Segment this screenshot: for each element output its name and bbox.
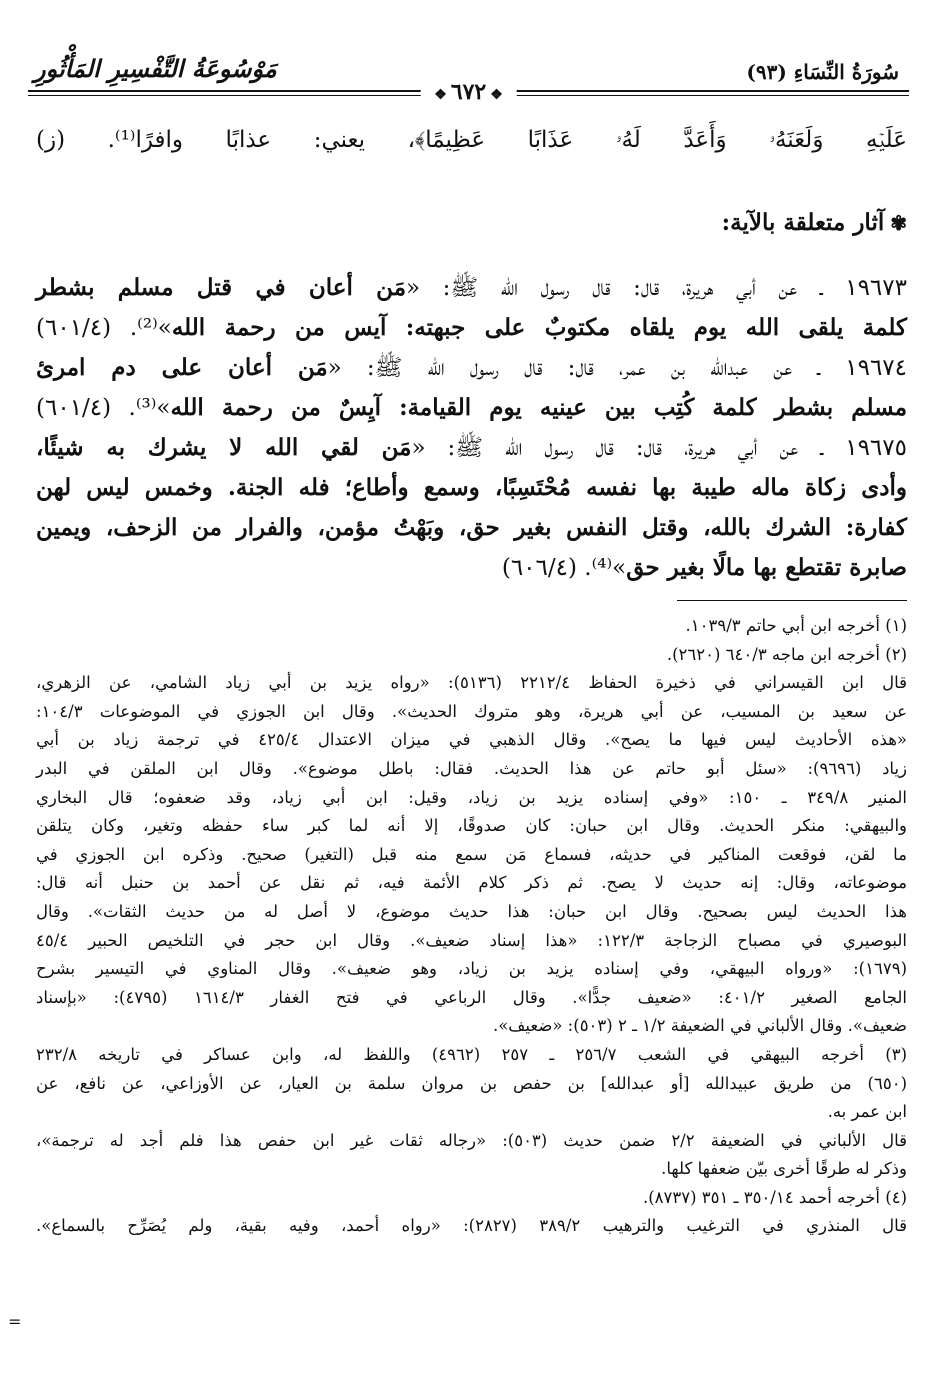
ornament-icon: ❖ [490, 87, 503, 103]
footnote-2-line: الجامع الصغير ٤٠١/٢: «ضعيف جدًّا». وقال الرباعي في فتح الغفار ١٦١٤/٣ (٤٧٩٥): «بإسناد [36, 987, 907, 1007]
hadith-ref: »⁽²⁾. (٦٠١/٤) [36, 315, 172, 341]
hadith-text: مَن أعان في قتل مسلم بشطر [36, 274, 407, 301]
hadith-19674-line-2 [36, 388, 907, 428]
section-heading-text: آثار متعلقة بالآية: [721, 209, 885, 236]
hadith-text: مَن أعان على دم امرئ [36, 354, 328, 381]
hadith-19675-line-2: وأدى زكاة ماله طيبة بها نفسه مُحْتَسِبًا، وسمع وأطاع؛ فله الجنة. وخمس ليس لهن [36, 474, 907, 501]
footnote-3-line: قال الألباني في الضعيفة ٢/٢ ضمن حديث (٥٠٣): «رجاله ثقات غير ابن حفص هذا فلم أجد له ترجمة»، [36, 1130, 907, 1150]
footnote-2-line: قال ابن القيسراني في ذخيرة الحفاظ ٢٢١٢/٤ (٥١٣٦): «رواه يزيد بن أبي زياد الشامي، عن الزهري، [36, 673, 907, 693]
hadith-19675-line-3: كفارة: الشرك بالله، وقتل النفس بغير حق، وبَهْتُ مؤمن، والفرار من الزحف، ويمين [36, 514, 907, 541]
footnote-3-line: وذكر له طرقًا أخرى بيّن ضعفها كلها. [661, 1159, 907, 1179]
footnote-2-line: عن سعيد بن المسيب، عن أبي هريرة، وهو متروك الحديث». وقال ابن الجوزي في الموضوعات ١٠٤/٣: [36, 701, 907, 721]
hadith-19673-line-2 [36, 308, 907, 348]
hadith-text: مسلم بشطر كلمة كُتِب بين عينيه يوم القيامة: آيِسٌ من رحمة الله [170, 394, 908, 421]
spacer [36, 160, 907, 178]
hadith-intro: ١٩٦٧٤ ـ عن عبدالله بن عمر، قال: قال رسول الله ﷺ: « [327, 355, 908, 381]
footnote-2-line: (١٦٧٩): «ورواه البيهقي، وفي إسناده يزيد بن زياد، وهو ضعيف». وقال المناوي في التيسير بشرح [36, 959, 907, 979]
footnote-2-line: والبيهقي: منكر الحديث. وقال ابن حبان: كان صدوقًا، إلا أنه لما كبر ساء حفظه وتغير، وكان يتلقن [36, 816, 907, 836]
footnote-separator [677, 600, 907, 601]
hadith-text: كلمة يلقى الله يوم يلقاه مكتوبٌ على جبهته: آيس من رحمة الله [171, 314, 908, 341]
page-number: ٦٧٢ [450, 79, 487, 105]
hadith-text: مَن لقي الله لا يشرك به شيئًا، [36, 434, 412, 461]
footnote-2-line: زياد (٩٦٩٦): «سئل أبو حاتم عن هذا الحديث. فقال: باطل موضوع». وقال ابن الملقن في البدر [36, 758, 908, 778]
verse-line: عَلَيۡهِ وَلَعَنَهُۥ وَأَعَدَّ لَهُۥ عَذَابًا عَظِيمًا﴾، يعني: عذابًا وافرًا⁽¹⁾. (ز) [36, 127, 907, 153]
hadith-text: صابرة تقتطع بها مالًا بغير حق [626, 554, 907, 581]
footnotes [36, 612, 907, 1241]
hadith-ref: »⁽³⁾. (٦٠١/٤) [36, 395, 171, 421]
flower-ornament-icon: ✾ [890, 211, 907, 235]
book-title: مَوْسُوعَةُ التَّفْسِيرِ المَأْثُورِ [34, 54, 277, 83]
footnote-4-line: (٤) أخرجه أحمد ٣٥٠/١٤ ـ ٣٥١ (٨٧٣٧). [642, 1187, 907, 1207]
footnote-2-line: «هذه الأحاديث ليس فيها ما يصح». وقال الذهبي في ميزان الاعتدال ٤٢٥/٤ في ترجمة زياد بن أبي [36, 730, 907, 750]
footnote-2-line: ما لقن، فوقعت المناكير في حديثه، فسماع مَن سمع منه قبل (التغير) صحيح. وذكره ابن الجوزي في [36, 844, 907, 864]
sura-name: سُورَةُ النِّسَاءِ (٩٣) [746, 60, 899, 84]
footnote-2-line: المنير ٣٤٩/٨ ـ ١٥٠: «وفي إسناده يزيد بن زياد، وقيل: ابن أبي زياد، وقد ضعفوه؛ قال البخاري [36, 787, 907, 807]
hadith-intro: ١٩٦٧٥ ـ عن أبي هريرة، قال: قال رسول الله ﷺ: « [411, 435, 907, 461]
hadith-19674-line-1 [36, 348, 907, 388]
footnote-3-line: ابن عمر به. [827, 1102, 907, 1122]
ornament-icon: ❖ [434, 87, 447, 103]
footnote-2-line: البوصيري في مصباح الزجاجة ١٢٢/٣: «هذا إسناد ضعيف». وقال ابن حجر في التلخيص الحبير ٤٥/٤ [36, 930, 907, 950]
main-text [36, 120, 907, 588]
section-heading [36, 201, 907, 245]
continuation-mark: = [8, 1312, 22, 1331]
footnote-2-line: ضعيف». وقال الألباني في الضعيفة ١/٢ ـ ٢ (٥٠٣): «ضعيف». [492, 1016, 907, 1036]
page-header [28, 46, 909, 105]
hadith-ref: »⁽⁴⁾. (٦٠٦/٤) [501, 555, 627, 581]
footnote-2-line: موضوعاته، وقال: إنه حديث لا يصح. ثم ذكر كلام الأئمة فيه، ثم نقل عن أحمد بن حنبل أنه قال: [36, 873, 907, 893]
footnote-2: (٢) أخرجه ابن ماجه ٦٤٠/٣ (٢٦٢٠). [666, 644, 907, 664]
hadith-intro: ١٩٦٧٣ ـ عن أبي هريرة، قال: قال رسول الله ﷺ: « [406, 275, 907, 301]
page-number-box [420, 79, 517, 105]
footnote-3-line: (٣) أخرجه البيهقي في الشعب ٢٥٦/٧ ـ ٢٥٧ (٤٩٦٢) واللفظ له، وابن عساكر في تاريخه ٢٣٢/٨ [36, 1044, 907, 1064]
footnote-1: (١) أخرجه ابن أبي حاتم ١٠٣٩/٣. [685, 616, 907, 635]
footnote-3-line: (٦٥٠) من طريق عبيدالله [أو عبدالله] بن حفص بن مروان سلمة بن العيار، عن الأوزاعي، عن نافع، عن [36, 1073, 907, 1093]
hadith-19675-line-1 [36, 428, 907, 468]
hadith-19675-line-4 [36, 548, 907, 588]
hadith-19673-line-1 [36, 268, 907, 308]
footnote-2-line: هذا الحديث ليس بصحيح. وقال ابن حبان: هذا حديث موضوع، لا أصل له من حديث الثقات». وقال [36, 901, 907, 921]
footnote-4-line: قال المنذري في الترغيب والترهيب ٣٨٩/٢ (٢٨٢٧): «رواه أحمد، وفيه بقية، ولم يُصَرِّح بالسماع». [36, 1216, 907, 1236]
